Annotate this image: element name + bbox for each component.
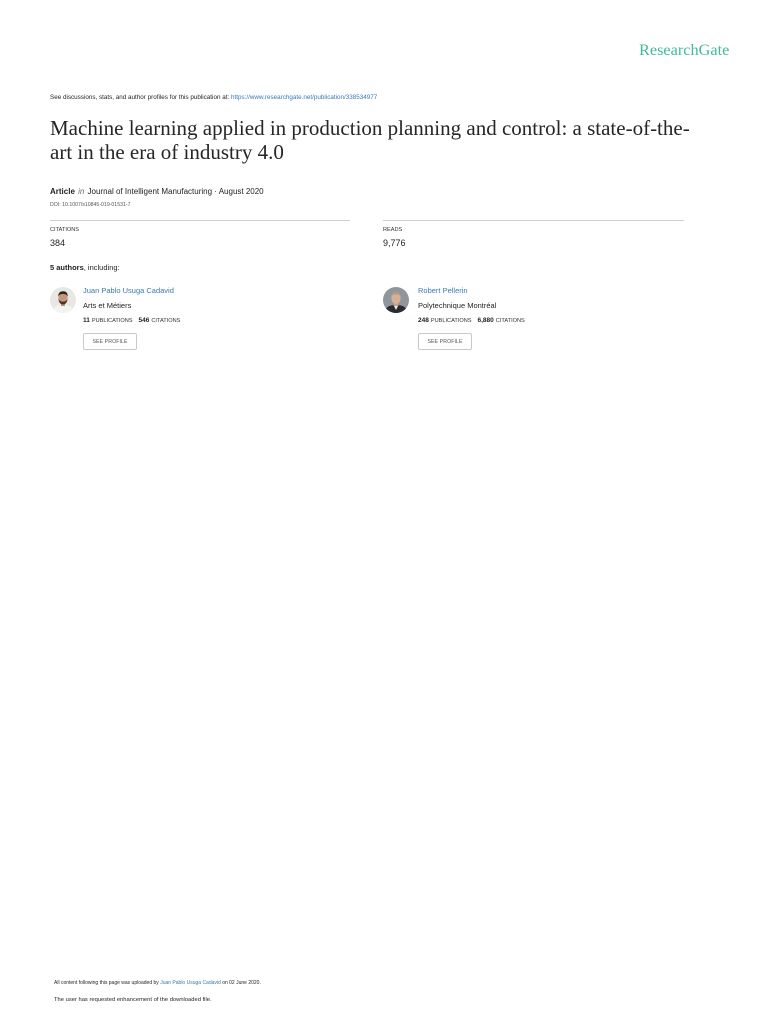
upload-prefix: All content following this page was uploaded by (54, 980, 159, 987)
author-stats (418, 318, 525, 325)
author-name (83, 287, 174, 295)
author-name-link[interactable]: Robert Pellerin (418, 285, 468, 295)
researchgate-logo[interactable]: ResearchGate (639, 40, 730, 59)
publication-doi (50, 203, 130, 208)
title-line-2: art in the era of industry 4.0 (50, 139, 284, 164)
see-profile-button[interactable]: SEE PROFILE (83, 333, 137, 350)
author-name-link[interactable]: Juan Pablo Usuga Cadavid (83, 285, 174, 295)
author-photo (383, 287, 409, 313)
publications-label: PUBLICATIONS (430, 318, 472, 324)
author-card (50, 287, 350, 351)
upload-notice (54, 981, 261, 986)
affiliation-text: Arts et Métiers (83, 300, 132, 310)
see-profile-button[interactable]: SEE PROFILE (418, 333, 472, 350)
author-citations-label: CITATIONS (495, 318, 525, 324)
citations-stat-value (50, 239, 65, 248)
author-affiliation (418, 302, 496, 310)
citations-count: 384 (50, 238, 66, 248)
in-label: in (78, 186, 85, 196)
publication-meta (50, 188, 264, 196)
publications-count: 248 (418, 317, 429, 324)
author-avatar[interactable] (50, 287, 76, 313)
enhancement-text: The user has requested enhancement of the downloaded file. (54, 996, 212, 1003)
reads-count: 9,776 (383, 238, 406, 248)
reads-stat-value (383, 239, 406, 248)
author-stats (83, 318, 180, 325)
publication-notice (50, 95, 377, 101)
uploader-link[interactable]: Juan Pablo Usuga Cadavid (160, 980, 221, 987)
doi-text: DOI: 10.1007/s10845-019-01531-7 (50, 202, 131, 209)
author-name (418, 287, 468, 295)
author-citations-count: 6,880 (477, 317, 494, 324)
stats-divider-right (383, 220, 684, 221)
enhancement-notice (54, 998, 212, 1004)
upload-date: on 02 June 2020. (222, 980, 261, 987)
authors-summary (50, 264, 120, 272)
title-line-1: Machine learning applied in production planning and control: a state-of-the- (50, 116, 690, 140)
affiliation-text: Polytechnique Montréal (418, 300, 497, 310)
authors-count: 5 authors (50, 263, 84, 272)
reads-stat-label (383, 228, 402, 234)
authors-summary-suffix: , including: (83, 263, 120, 272)
publications-count: 11 (83, 317, 90, 324)
publication-type: Article (50, 186, 75, 196)
author-citations-count: 546 (138, 317, 150, 324)
publication-title (50, 117, 690, 164)
stats-divider-left (50, 220, 350, 221)
publication-venue: Journal of Intelligent Manufacturing · August 2020 (87, 186, 264, 196)
notice-text: See discussions, stats, and author profiles for this publication at: (50, 93, 230, 101)
citations-stat-label (50, 228, 79, 234)
author-affiliation (83, 302, 131, 310)
publications-label: PUBLICATIONS (91, 318, 133, 324)
author-card (383, 287, 683, 351)
citations-label: CITATIONS (50, 226, 80, 233)
author-avatar[interactable] (383, 287, 409, 313)
reads-label: READS (383, 226, 403, 233)
publication-url-link[interactable]: https://www.researchgate.net/publication/338534977 (230, 93, 378, 101)
author-citations-label: CITATIONS (151, 318, 181, 324)
author-photo (50, 287, 76, 313)
